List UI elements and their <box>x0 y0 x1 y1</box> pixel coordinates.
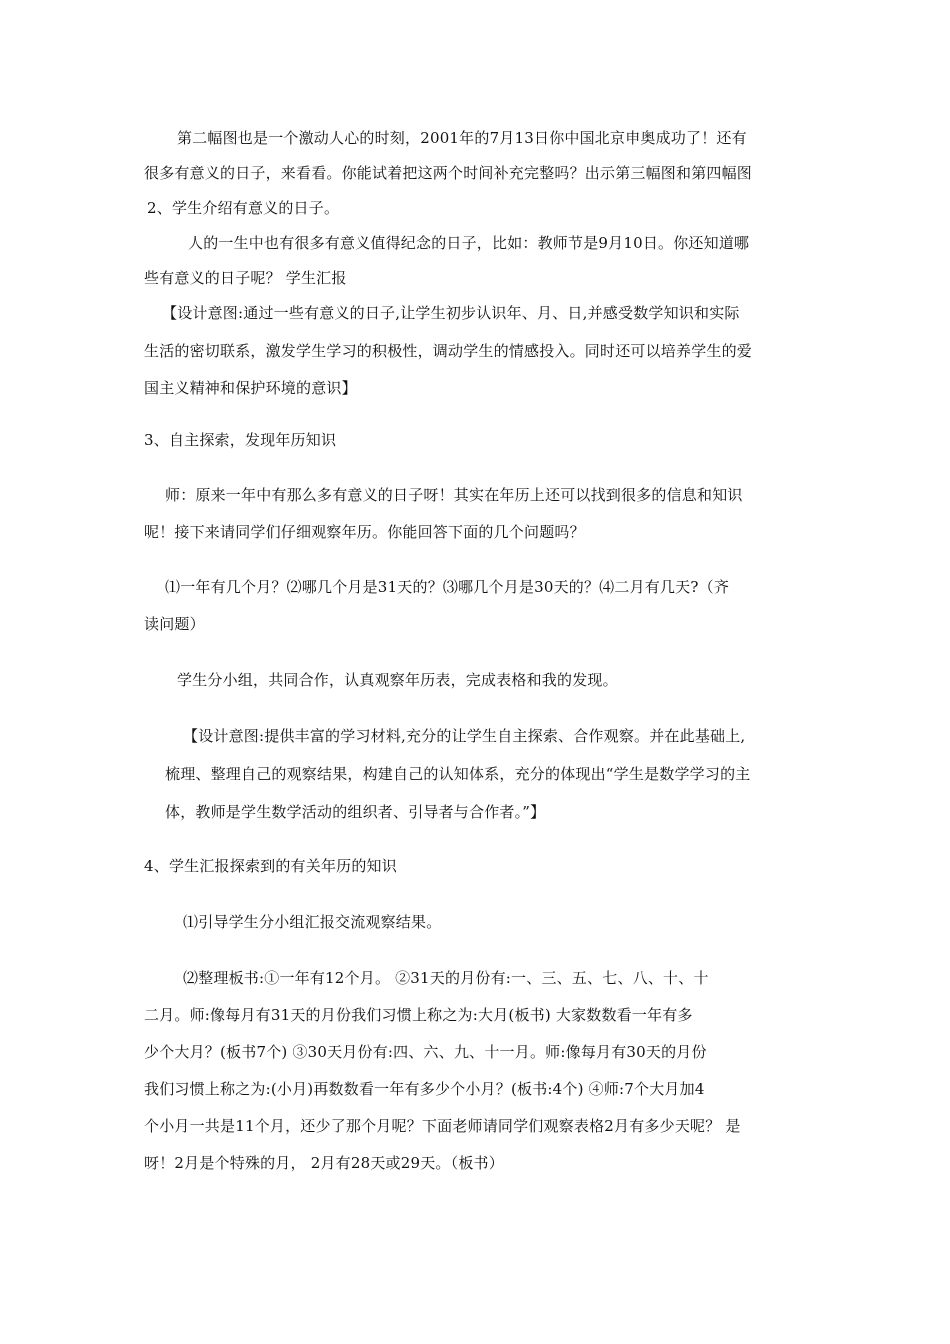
board-summary-line-5: 个小月一共是11个月，还少了那个月呢？下面老师请同学们观察表格2月有多少天呢？ 是 <box>144 1117 741 1135</box>
paragraph-3-line-2: 些有意义的日子呢？ 学生汇报 <box>144 269 347 287</box>
board-summary-line-3: 少个大月？(板书7个) ③30天月份有:四、六、九、十一月。师:像每月有30天的月份 <box>144 1043 707 1061</box>
board-summary-line-6: 呀！2月是个特殊的月， 2月有28天或29天。（板书） <box>144 1154 504 1172</box>
paragraph-6-line-1: 师：原来一年中有那么多有意义的日子呀！其实在年历上还可以找到很多的信息和知识 <box>165 486 743 504</box>
report-step-1: ⑴引导学生分小组汇报交流观察结果。 <box>183 913 442 931</box>
paragraph-1-line-1: 第二幅图也是一个激动人心的时刻，2001年的7月13日你中国北京申奥成功了！还有 <box>177 129 747 147</box>
design-intent-1-line-3: 国主义精神和保护环境的意识】 <box>144 379 357 397</box>
paragraph-3-line-1: 人的一生中也有很多有意义值得纪念的日子，比如：教师节是9月10日。你还知道哪 <box>188 234 750 252</box>
board-summary-line-2: 二月。师:像每月有31天的月份我们习惯上称之为:大月(板书) 大家数数看一年有多 <box>144 1006 693 1024</box>
section-3-heading: 3、自主探索，发现年历知识 <box>144 431 337 449</box>
questions-line-1: ⑴一年有几个月？⑵哪几个月是31天的？⑶哪几个月是30天的？⑷二月有几天?（齐 <box>165 578 730 596</box>
paragraph-1-line-2: 很多有意义的日子，来看看。你能试着把这两个时间补充完整吗？出示第三幅图和第四幅图 <box>144 164 753 182</box>
board-summary-line-4: 我们习惯上称之为:(小月)再数数看一年有多少个小月？(板书:4个) ④师:7个大月加4 <box>144 1080 705 1098</box>
section-2-heading: 2、学生介绍有意义的日子。 <box>147 199 340 217</box>
design-intent-2-line-3: 体，教师是学生数学活动的组织者、引导者与合作者。”】 <box>165 803 546 821</box>
group-work-text: 学生分小组，共同合作，认真观察年历表，完成表格和我的发现。 <box>177 671 618 689</box>
section-4-heading: 4、学生汇报探索到的有关年历的知识 <box>144 857 397 875</box>
design-intent-1-line-1: 【设计意图:通过一些有意义的日子,让学生初步认识年、月、日,并感受数学知识和实际 <box>162 304 740 322</box>
design-intent-1-line-2: 生活的密切联系，激发学生学习的积极性，调动学生的情感投入。同时还可以培养学生的爱 <box>144 342 753 360</box>
design-intent-2-line-2: 梳理、整理自己的观察结果，构建自己的认知体系，充分的体现出“学生是数学学习的主 <box>165 765 751 783</box>
questions-line-2: 读问题） <box>144 615 205 633</box>
paragraph-6-line-2: 呢！接下来请同学们仔细观察年历。你能回答下面的几个问题吗？ <box>144 523 585 541</box>
board-summary-line-1: ⑵整理板书:①一年有12个月。 ②31天的月份有:一、三、五、七、八、十、十 <box>183 969 709 987</box>
design-intent-2-line-1: 【设计意图:提供丰富的学习材料,充分的让学生自主探索、合作观察。并在此基础上, <box>183 727 746 745</box>
